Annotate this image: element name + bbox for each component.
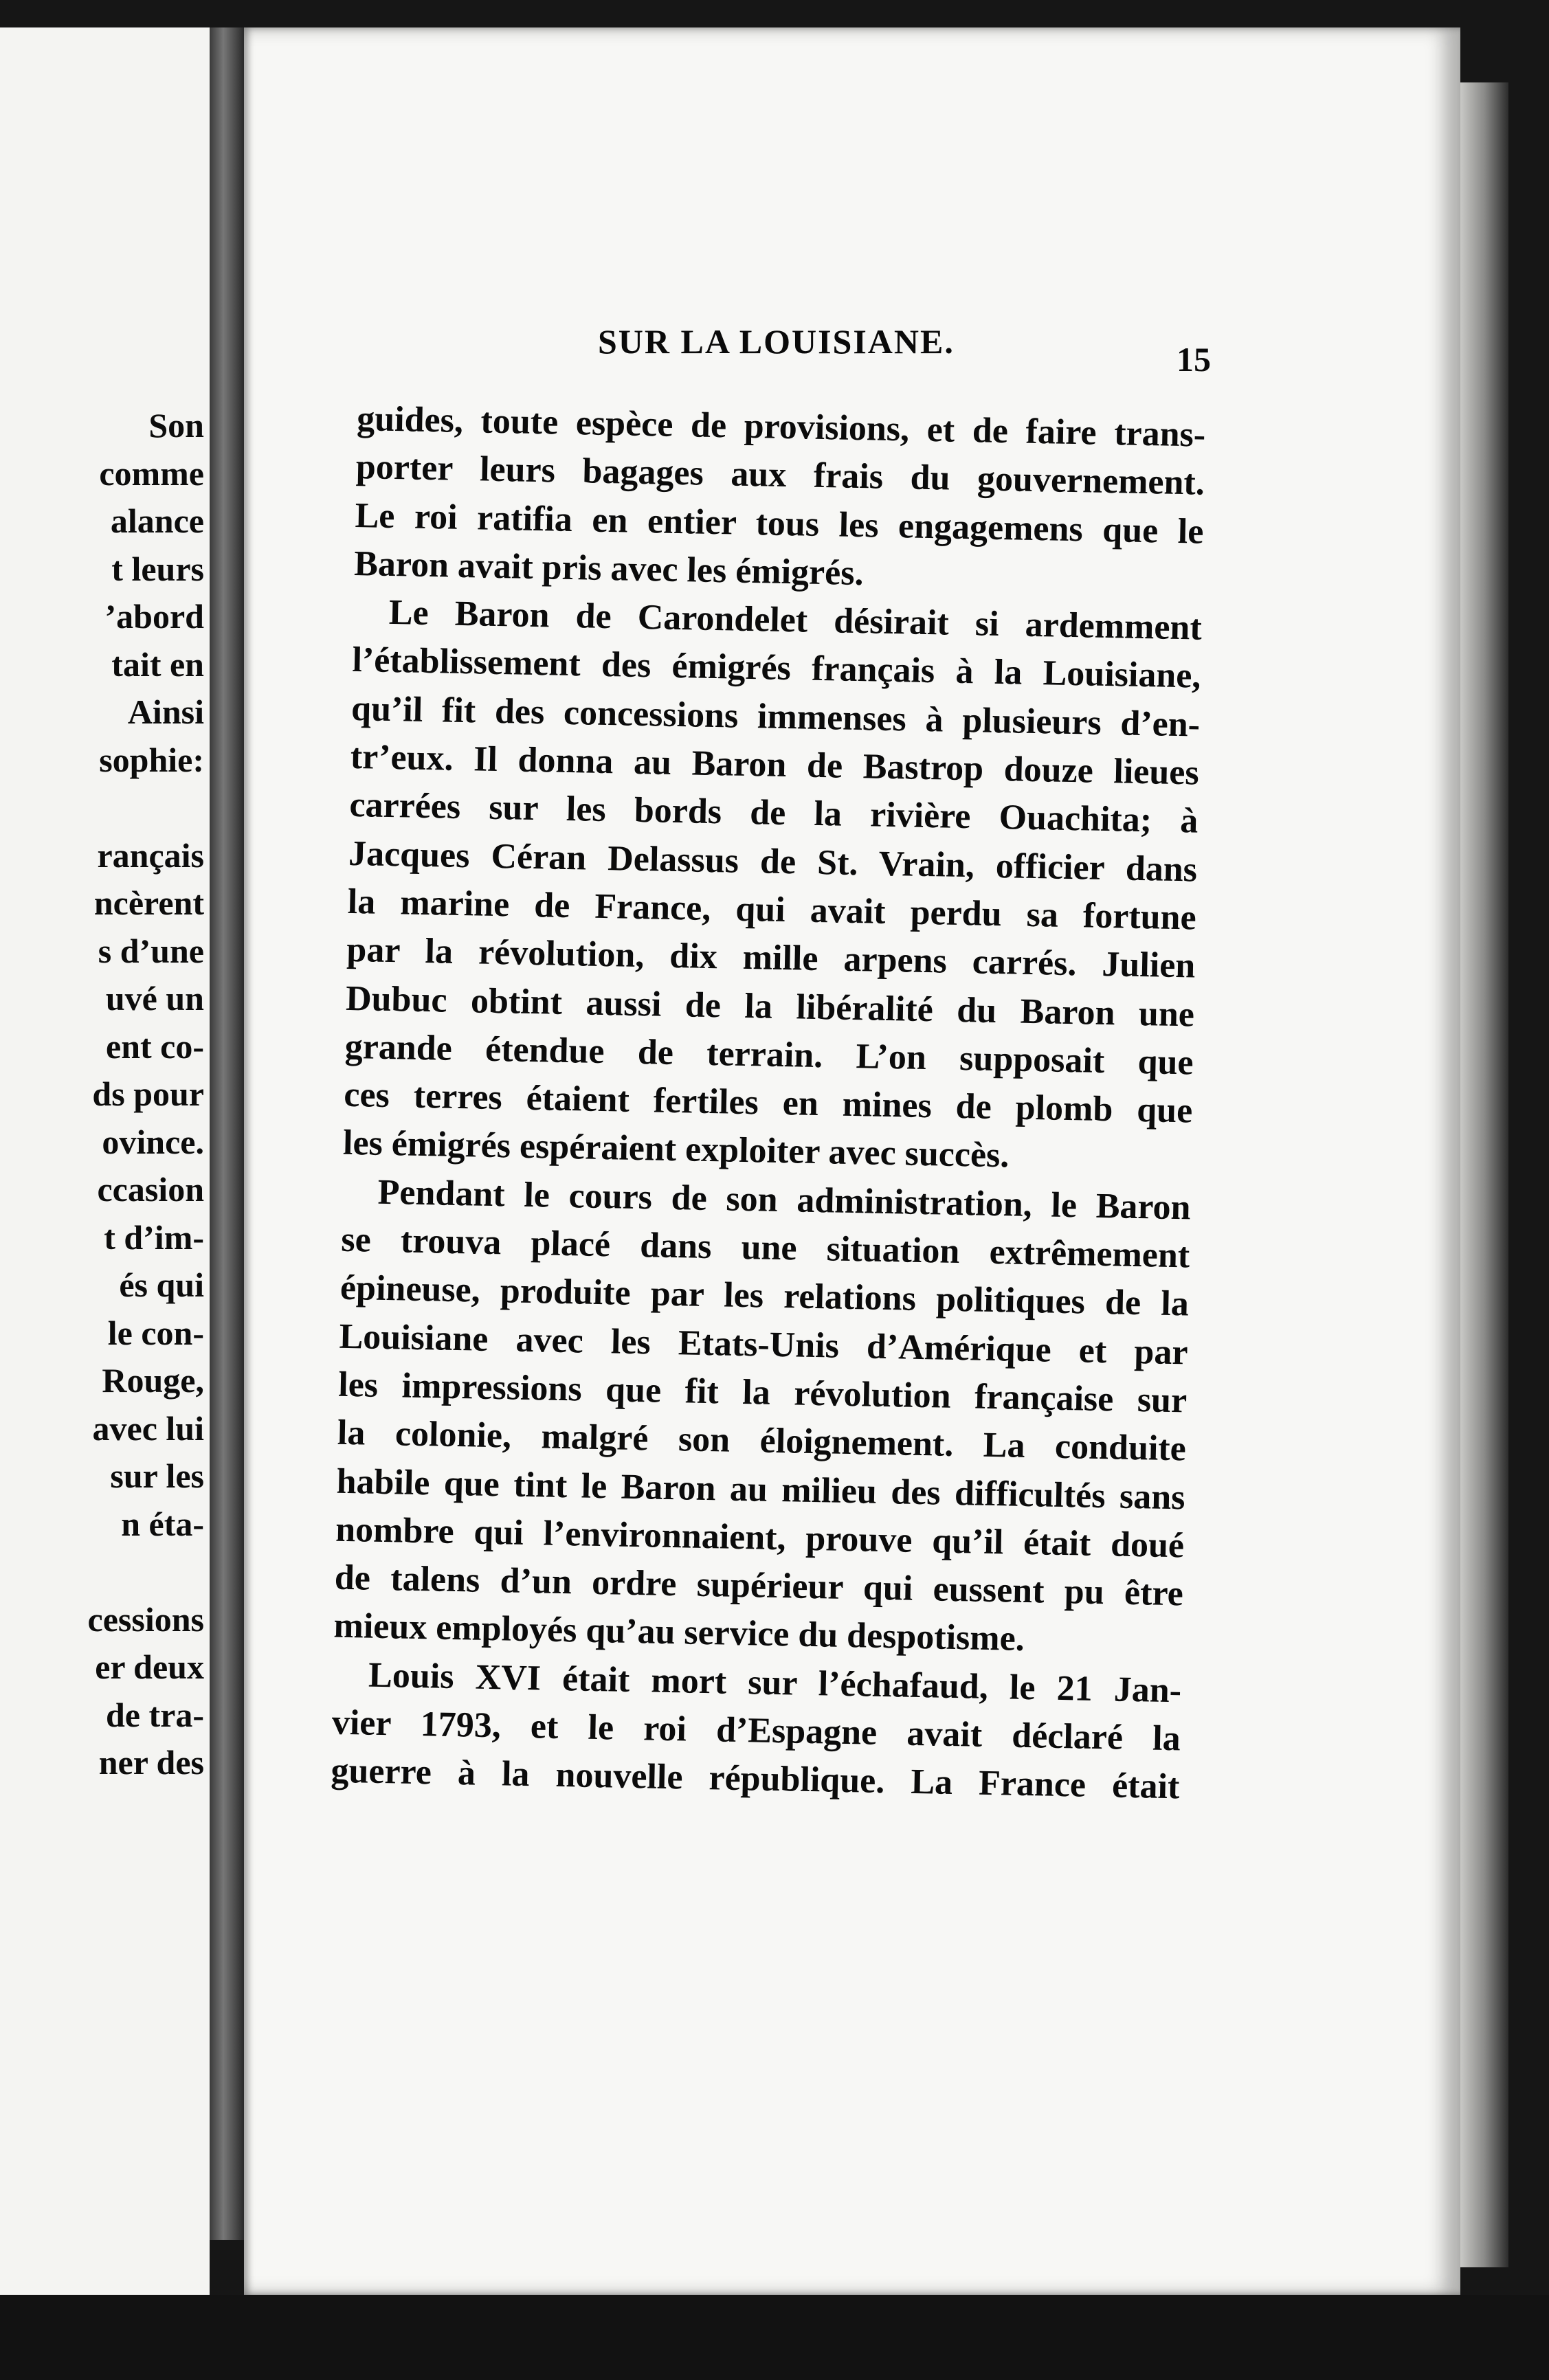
text-line: vier 1793, et le roi d’Espagne avait déclaré la [331,1703,1181,1759]
text-line: Le roi ratifia en entier tous les engagemens que le [355,495,1204,552]
fragment-line: Son [148,406,204,445]
fragment-line [0,784,204,832]
fragment-line: n éta- [121,1504,204,1543]
fragment-line: t leurs [111,549,204,588]
fragment-line: sophie: [99,740,204,779]
fragment-line: t d’im- [104,1217,204,1257]
scan-bottom-border [0,2295,1549,2380]
fragment-line: rançais [97,835,204,875]
text-line: la colonie, malgré son éloignement. La conduite [337,1413,1187,1469]
fragment-line: de tra- [106,1695,204,1734]
text-line: Jacques Céran Delassus de St. Vrain, officier dans [348,833,1198,890]
fragment-line: ncèrent [93,884,204,922]
text-line: Louisiane avec les Etats-Unis d’Amérique et par [339,1316,1189,1373]
facing-page-text-fragments [0,402,204,1787]
text-line: mieux employés qu’au service du despotisme. [333,1606,1025,1659]
fragment-line: cessions [87,1599,204,1639]
fragment-line [0,1548,204,1596]
text-line: tr’eux. Il donna au Baron de Bastrop douze lieues [350,737,1200,793]
fragment-line: ’abord [104,597,204,636]
text-line: guides, toute espèce de provisions, et de faire trans- [356,398,1206,455]
page-edge-shadow [1460,82,1508,2267]
text-line: guerre à la nouvelle république. La France était [331,1751,1180,1807]
fragment-line: comme [99,453,204,493]
fragment-line: alance [110,502,204,540]
text-line: épineuse, produite par les relations politiques de la [339,1268,1190,1324]
book-gutter [210,27,244,2240]
text-line: carrées sur les bords de la rivière Ouachita; à [348,785,1199,841]
text-line: Baron avait pris avec les émigrés. [353,543,865,594]
fragment-line: er deux [95,1648,204,1686]
facing-page-left [0,27,210,2295]
fragment-line: le con- [107,1313,204,1352]
fragment-line: ccasion [97,1170,204,1209]
text-line: Louis XVI était mort sur l’échafaud, le 21 Jan- [368,1655,1182,1711]
text-line: nombre qui l’environnaient, prouve qu’il était doué [335,1509,1185,1566]
text-line: se trouva placé dans une situation extrêmement [340,1220,1190,1276]
fragment-line: Ainsi [127,693,204,731]
running-head: SUR LA LOUISIANE. [598,322,955,361]
fragment-line: ds pour [92,1075,204,1113]
text-line: Pendant le cours de son administration, le Baron [377,1172,1192,1228]
fragment-line: uvé un [105,979,204,1018]
text-line: Dubuc obtint aussi de la libéralité du Baron une [345,978,1195,1035]
text-line: habile que tint le Baron au milieu des difficultés sans [336,1461,1185,1517]
text-line: les émigrés espéraient exploiter avec succès. [342,1123,1010,1176]
fragment-line: sur les [110,1457,204,1495]
text-line: de talens d’un ordre supérieur qui eussent pu être [334,1558,1184,1614]
fragment-line: avec lui [92,1408,204,1448]
page-number: 15 [1177,340,1211,379]
page-body-text [331,395,1206,1812]
fragment-line: tait en [111,644,204,684]
text-line: porter leurs bagages aux frais du gouvernement. [355,447,1205,503]
fragment-line: Rouge, [102,1361,204,1400]
text-line: par la révolution, dix mille arpens carrés. Julien [346,930,1196,986]
text-line: la marine de France, qui avait perdu sa fortune [347,882,1197,938]
text-line: grande étendue de terrain. L’on supposait que [344,1026,1194,1083]
text-line: l’établissement des émigrés français à la Louisiane, [352,640,1201,697]
fragment-line: ovince. [102,1122,204,1161]
fragment-line: és qui [119,1266,204,1304]
text-line: ces terres étaient fertiles en mines de plomb que [343,1075,1193,1131]
fragment-line: ner des [98,1743,204,1782]
text-line: Le Baron de Carondelet désirait si ardemment [388,593,1203,648]
fragment-line: ent co- [106,1026,204,1066]
fragment-line: s d’une [98,931,204,970]
text-line: qu’il fit des concessions immenses à plusieurs d’en- [350,688,1201,745]
text-line: les impressions que fit la révolution française sur [337,1365,1188,1421]
